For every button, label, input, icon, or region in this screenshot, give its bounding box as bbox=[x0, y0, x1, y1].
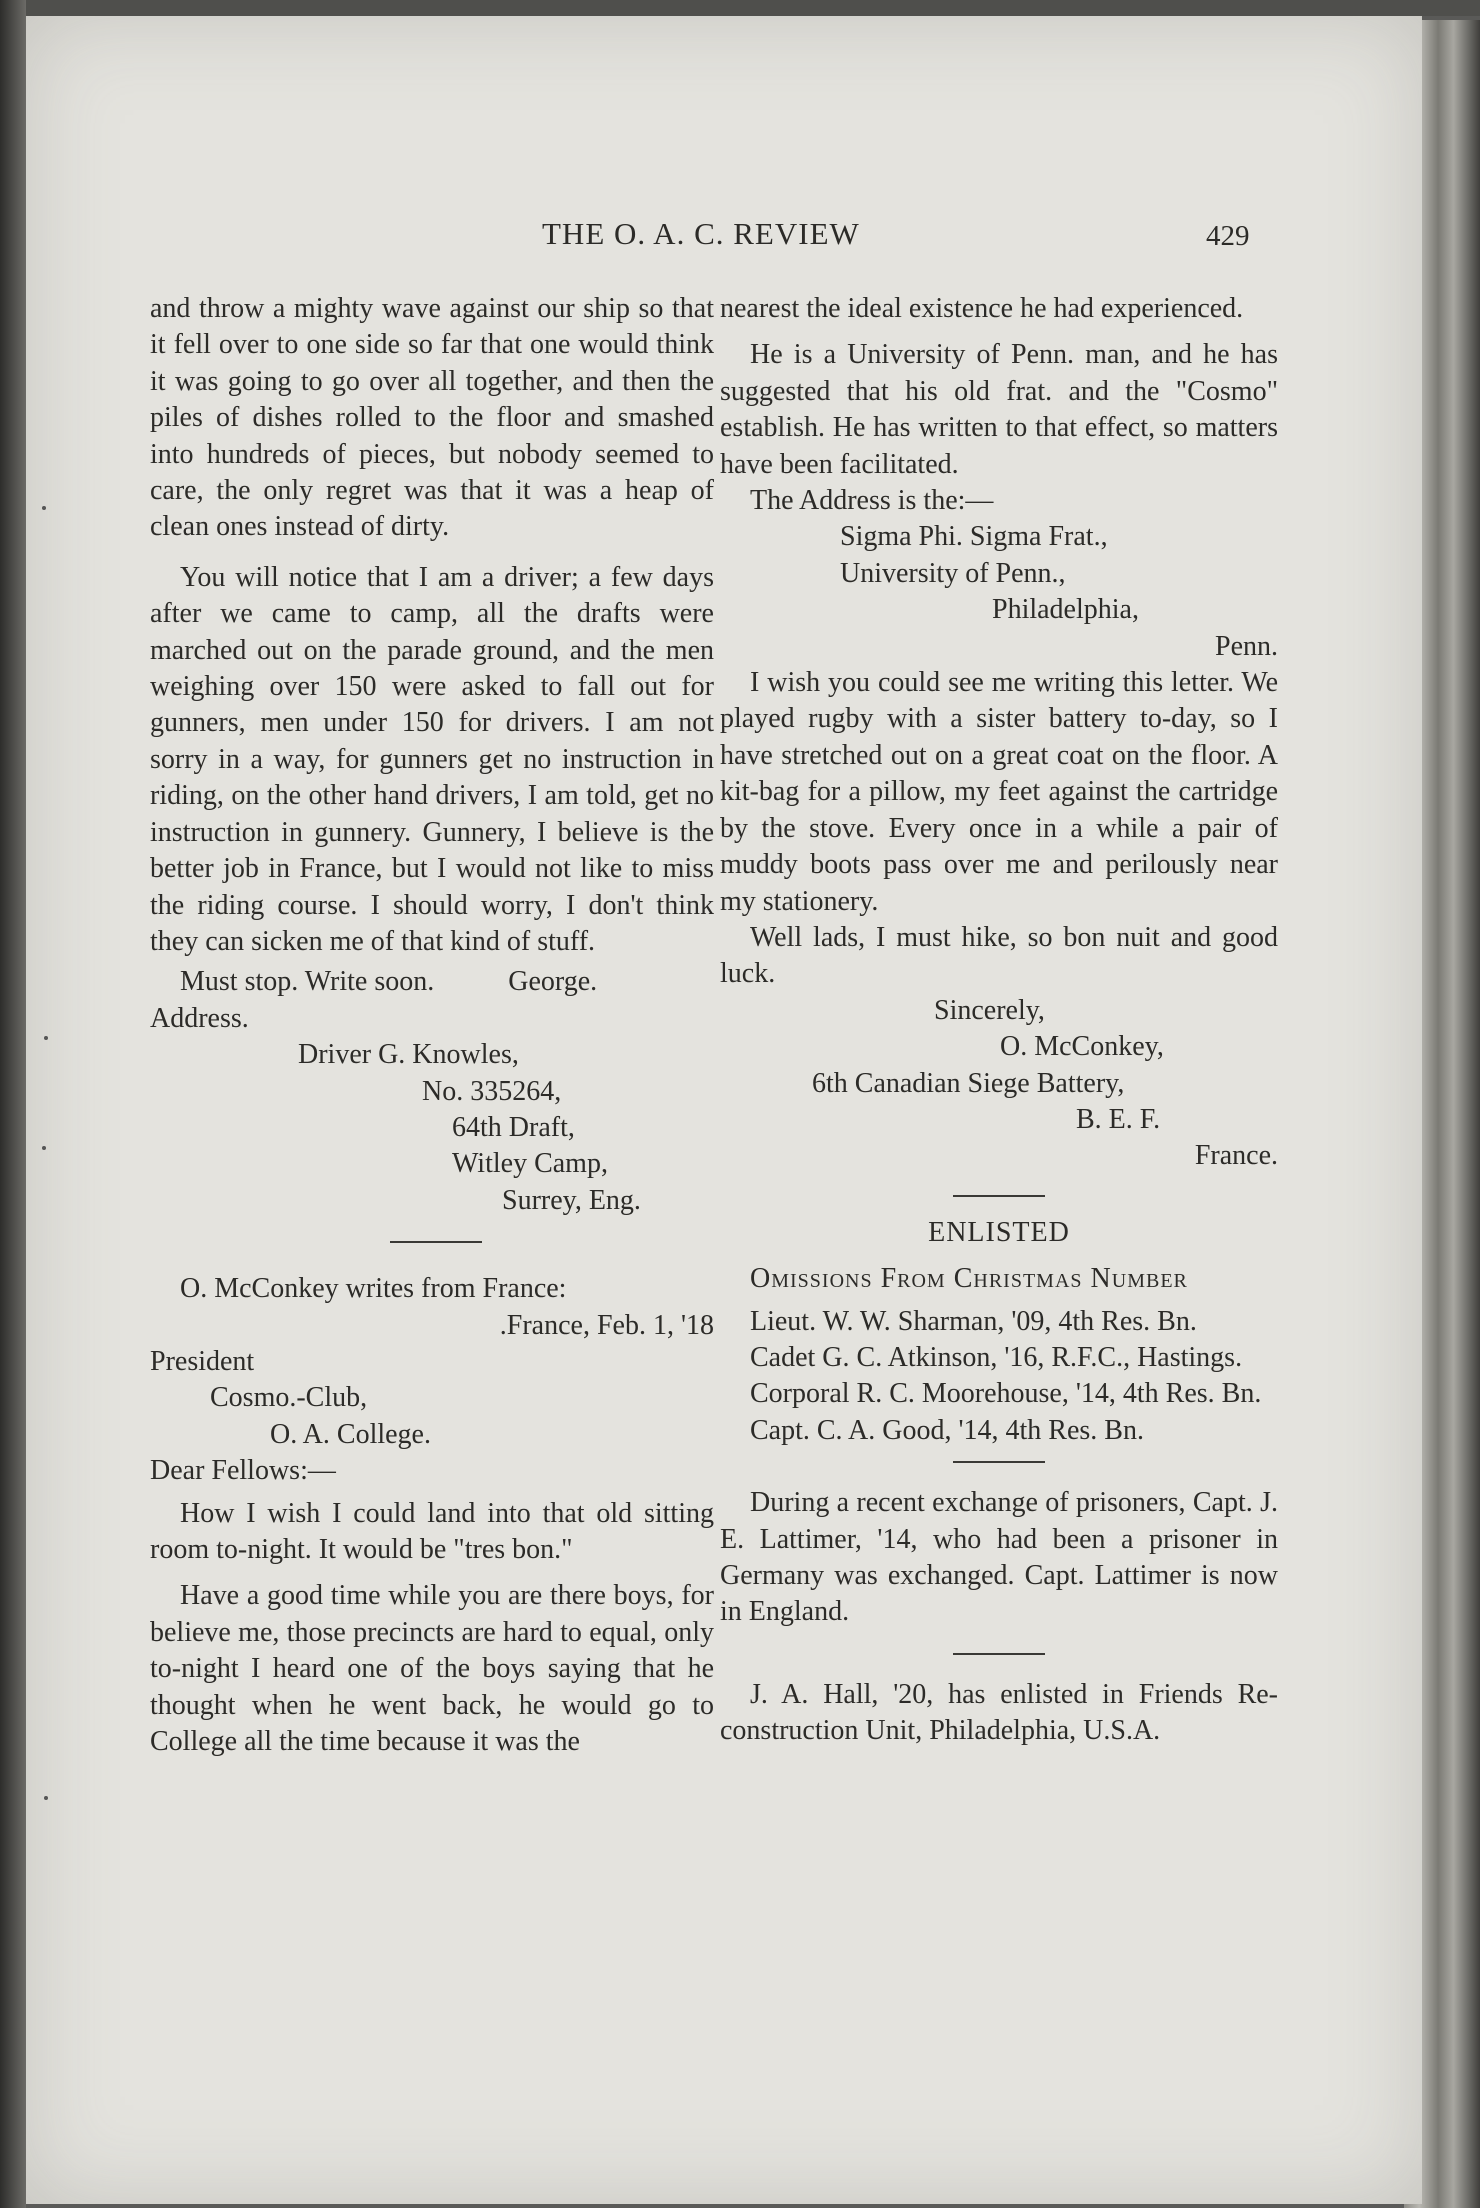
section-divider bbox=[953, 1461, 1045, 1463]
scan-speck bbox=[44, 1036, 48, 1040]
paragraph: J. A. Hall, '20, has enlisted in Friends Re-construction Unit, Philadelphia, U.S.A. bbox=[720, 1678, 1278, 1747]
signoff-line: 6th Canadian Siege Battery, bbox=[812, 1067, 1125, 1099]
address-line: Surrey, Eng. bbox=[502, 1184, 641, 1216]
enlisted-item: Lieut. W. W. Sharman, '09, 4th Res. Bn. bbox=[750, 1305, 1197, 1337]
signoff-line: Sincerely, bbox=[934, 994, 1045, 1026]
section-divider bbox=[390, 1241, 482, 1243]
signoff-line: B. E. F. bbox=[1076, 1103, 1161, 1135]
salutation-line: President bbox=[150, 1345, 255, 1377]
paragraph: How I wish I could land into that old sitting room to-night. It would be "tres bon." bbox=[150, 1497, 714, 1565]
scan-left-edge bbox=[0, 0, 26, 2208]
salutation: Dear Fellows:— bbox=[150, 1455, 336, 1487]
salutation-line: O. A. College. bbox=[270, 1418, 431, 1450]
address-line: Penn. bbox=[1215, 630, 1278, 662]
paragraph: He is a University of Penn. man, and he has suggested that his old frat. and the "Cosmo" establish. He has written to that effect, so matters have been facilitated. bbox=[720, 339, 1278, 480]
address-intro: The Address is the:— bbox=[750, 485, 994, 517]
page-header bbox=[26, 216, 1422, 256]
signoff-block bbox=[720, 993, 1278, 1175]
salutation-line: Cosmo.-Club, bbox=[210, 1382, 368, 1414]
address-block bbox=[150, 1037, 714, 1219]
section-divider bbox=[953, 1653, 1045, 1655]
scan-speck bbox=[42, 1146, 46, 1150]
section-title: ENLISTED bbox=[928, 1216, 1070, 1248]
paragraph: Have a good time while you are there boys, for believe me, those precincts are hard to equal, only to-night I heard one of the boys saying that he thought when he went back, he would go to College all the time because it was the bbox=[150, 1580, 714, 1758]
letter-intro: O. McConkey writes from France: bbox=[180, 1273, 567, 1305]
section-subtitle: Omissions From Christmas Number bbox=[750, 1263, 1188, 1295]
journal-page bbox=[26, 16, 1422, 2204]
paragraph: and throw a mighty wave against our ship so that it fell over to one side so far that one would think it was going to go over all together, and then the piles of dishes rolled to the floor and smashed into hundreds of pieces, but nobody seemed to care, the only regret was that it was a heap of clean ones instead of dirty. bbox=[150, 293, 714, 543]
paragraph: During a recent exchange of prisoners, Capt. J. E. Lattimer, '14, who had been a prisoner in Germany was exchanged. Capt. Lattimer is now in England. bbox=[720, 1487, 1278, 1628]
address-label: Address. bbox=[150, 1002, 249, 1034]
scan-speck bbox=[42, 506, 46, 510]
enlisted-item: Cadet G. C. Atkinson, '16, R.F.C., Hastings. bbox=[750, 1341, 1243, 1373]
address-line: Sigma Phi. Sigma Frat., bbox=[840, 521, 1108, 553]
enlisted-item: Capt. C. A. Good, '14, 4th Res. Bn. bbox=[750, 1414, 1144, 1446]
right-column bbox=[720, 291, 1278, 1750]
frat-address-block bbox=[720, 519, 1278, 665]
page-number: 429 bbox=[1206, 220, 1250, 252]
paragraph: Well lads, I must hike, so bon nuit and good luck. bbox=[720, 921, 1278, 990]
signoff-line: France. bbox=[1194, 1140, 1278, 1172]
dateline: .France, Feb. 1, '18 bbox=[499, 1309, 714, 1341]
left-column bbox=[150, 291, 714, 1760]
address-line: Witley Camp, bbox=[452, 1148, 608, 1180]
scan-speck bbox=[44, 1796, 48, 1800]
address-line: No. 335264, bbox=[422, 1075, 562, 1107]
closing-line bbox=[150, 964, 714, 1000]
paragraph: You will notice that I am a driver; a few days after we came to camp, all the drafts were marched out on the parade ground, and the men weighing over 150 were asked to fall out for gunners, men under 150 for drivers. I am not sorry in a way, for gunners get no instruction in riding, on the other hand drivers, I am told, get no instruction in gunnery. Gunnery, I believe is the better job in France, but I would not like to miss the riding course. I should worry, I don't think they can sicken me of that kind of stuff. bbox=[150, 561, 714, 957]
address-line: 64th Draft, bbox=[452, 1111, 575, 1143]
signoff-line: O. McConkey, bbox=[1000, 1031, 1164, 1063]
address-line: University of Penn., bbox=[840, 557, 1066, 589]
scan-top-edge bbox=[0, 0, 1480, 16]
paragraph: I wish you could see me writing this letter. We played rugby with a sister battery to-day, so I have stretched out on a great coat on the floor. A kit-bag for a pillow, my feet against the cartridge by the stove. Every once in a while a pair of muddy boots pass over me and perilously near my stationery. bbox=[720, 667, 1278, 917]
paragraph: nearest the ideal existence he had experienced. bbox=[720, 293, 1244, 324]
running-head: THE O. A. C. REVIEW bbox=[542, 216, 860, 251]
address-line: Driver G. Knowles, bbox=[298, 1039, 519, 1071]
address-line: Philadelphia, bbox=[992, 594, 1139, 626]
section-divider bbox=[953, 1195, 1045, 1197]
closing-text: Must stop. Write soon. bbox=[180, 966, 435, 998]
signature: George. bbox=[508, 966, 598, 998]
enlisted-item: Corporal R. C. Moorehouse, '14, 4th Res. Bn. bbox=[750, 1378, 1262, 1410]
